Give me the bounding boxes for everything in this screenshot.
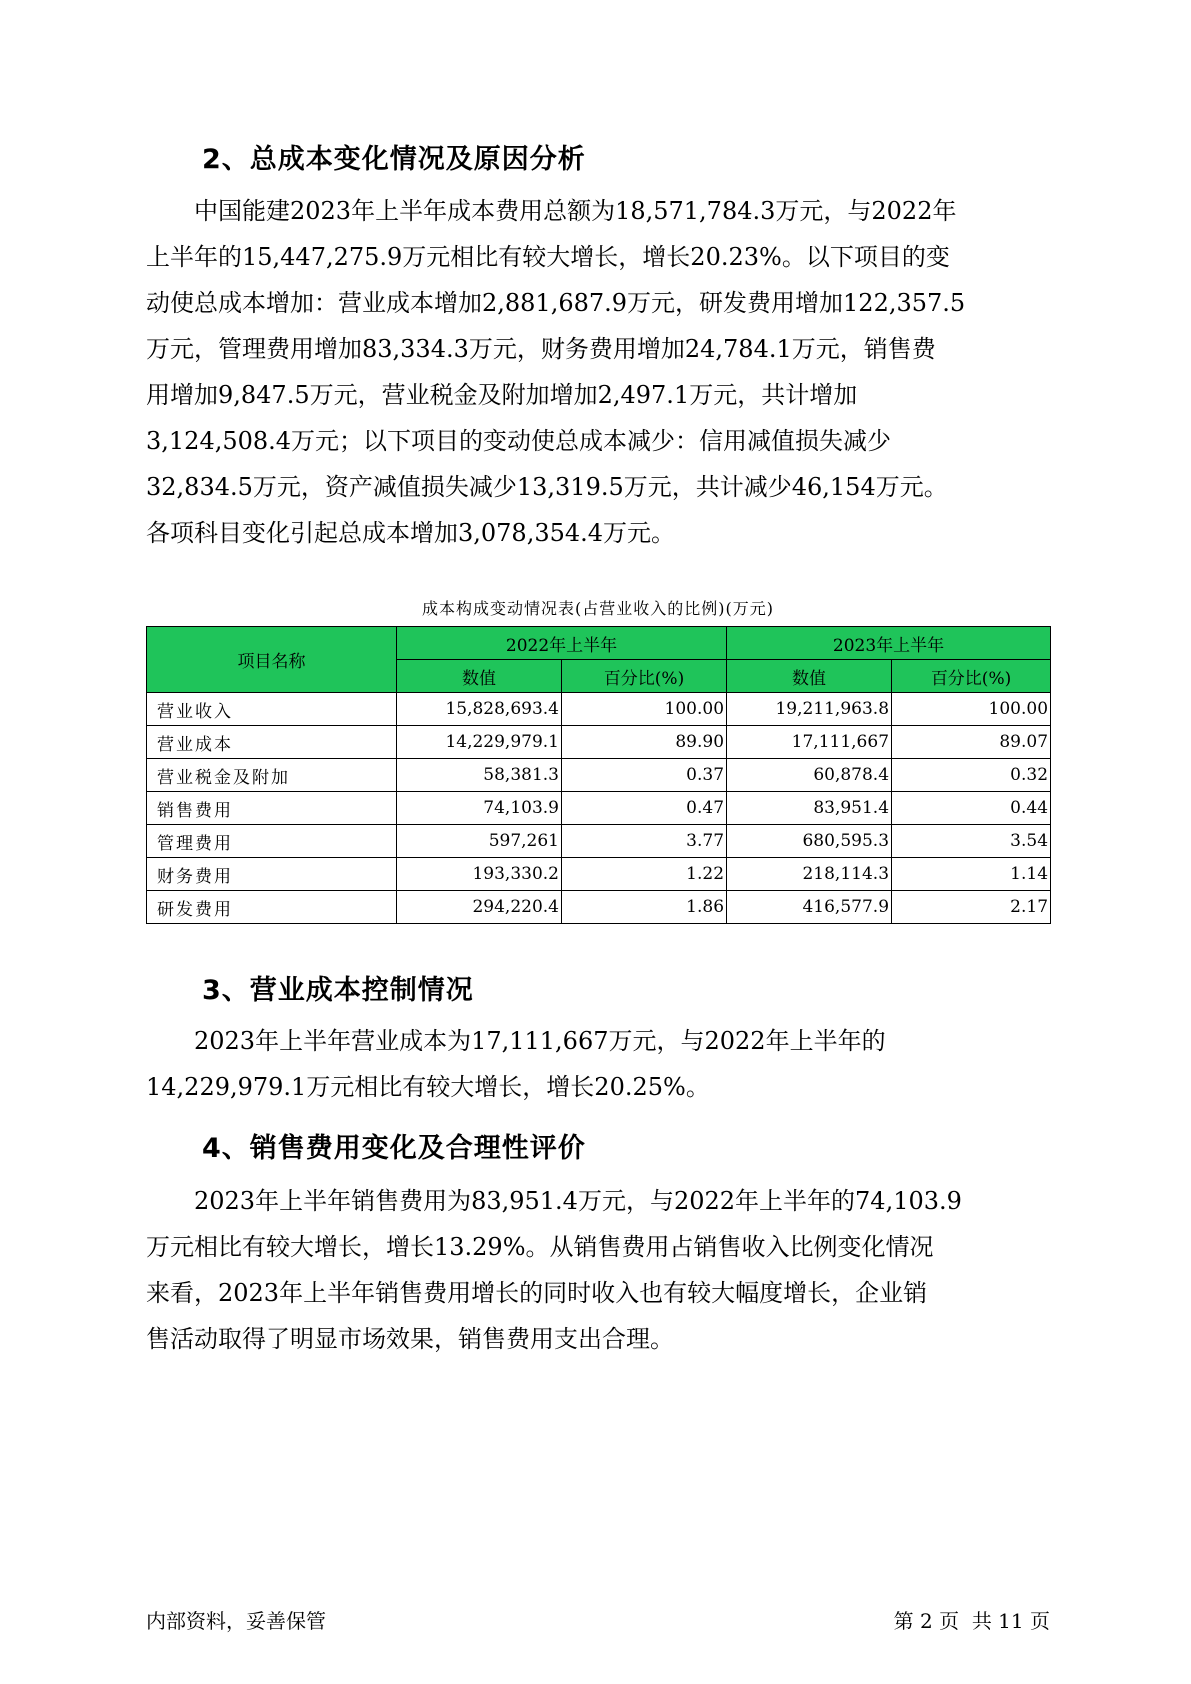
paragraph-line: 万元相比有较大增长，增长13.29%。从销售费用占销售收入比例变化情况 bbox=[146, 1233, 934, 1261]
row-name: 销售费用 bbox=[147, 792, 397, 825]
row-name: 营业成本 bbox=[147, 726, 397, 759]
paragraph-line: 32,834.5万元，资产减值损失减少13,319.5万元，共计减少46,154万元。 bbox=[146, 473, 948, 501]
percent-2022: 3.77 bbox=[562, 825, 727, 858]
percent-2022: 100.00 bbox=[562, 693, 727, 726]
row-name: 研发费用 bbox=[147, 891, 397, 924]
row-name: 营业税金及附加 bbox=[147, 759, 397, 792]
paragraph-line: 来看，2023年上半年销售费用增长的同时收入也有较大幅度增长，企业销 bbox=[146, 1279, 928, 1307]
percent-2022: 1.86 bbox=[562, 891, 727, 924]
section-4-paragraph bbox=[146, 1178, 1046, 1362]
paragraph-line: 万元，管理费用增加83,334.3万元，财务费用增加24,784.1万元，销售费 bbox=[146, 335, 936, 363]
value-2023: 416,577.9 bbox=[727, 891, 892, 924]
value-2022: 597,261 bbox=[397, 825, 562, 858]
paragraph-line: 用增加9,847.5万元，营业税金及附加增加2,497.1万元，共计增加 bbox=[146, 381, 858, 409]
table-caption: 成本构成变动情况表(占营业收入的比例)(万元) bbox=[422, 599, 774, 618]
value-2022: 14,229,979.1 bbox=[397, 726, 562, 759]
paragraph-line: 动使总成本增加：营业成本增加2,881,687.9万元，研发费用增加122,357.5 bbox=[146, 289, 966, 317]
header-period-2022: 2022年上半年 bbox=[397, 627, 727, 660]
paragraph-line: 上半年的15,447,275.9万元相比有较大增长，增长20.23%。以下项目的变 bbox=[146, 243, 950, 271]
value-2022: 294,220.4 bbox=[397, 891, 562, 924]
paragraph-line: 2023年上半年销售费用为83,951.4万元，与2022年上半年的74,103.9 bbox=[194, 1187, 962, 1215]
percent-2023: 100.00 bbox=[892, 693, 1051, 726]
value-2023: 60,878.4 bbox=[727, 759, 892, 792]
paragraph-line: 各项科目变化引起总成本增加3,078,354.4万元。 bbox=[146, 519, 676, 547]
footer-confidential-note: 内部资料，妥善保管 bbox=[146, 1609, 326, 1633]
header-value-2023: 数值 bbox=[727, 660, 892, 693]
row-name: 营业收入 bbox=[147, 693, 397, 726]
value-2023: 680,595.3 bbox=[727, 825, 892, 858]
percent-2023: 0.44 bbox=[892, 792, 1051, 825]
percent-2023: 89.07 bbox=[892, 726, 1051, 759]
header-percent-2022: 百分比(%) bbox=[562, 660, 727, 693]
paragraph-line: 中国能建2023年上半年成本费用总额为18,571,784.3万元，与2022年 bbox=[194, 197, 957, 225]
percent-2022: 1.22 bbox=[562, 858, 727, 891]
value-2022: 74,103.9 bbox=[397, 792, 562, 825]
section-2-paragraph bbox=[146, 188, 1046, 556]
cost-structure-table bbox=[146, 626, 1051, 924]
percent-2022: 89.90 bbox=[562, 726, 727, 759]
footer-page-number: 第 2 页 共 11 页 bbox=[893, 1609, 1050, 1633]
section-2-heading: 2、总成本变化情况及原因分析 bbox=[202, 144, 586, 175]
table-row bbox=[147, 858, 1051, 891]
percent-2023: 3.54 bbox=[892, 825, 1051, 858]
paragraph-line: 3,124,508.4万元；以下项目的变动使总成本减少：信用减值损失减少 bbox=[146, 427, 892, 455]
header-period-2023: 2023年上半年 bbox=[727, 627, 1051, 660]
value-2023: 83,951.4 bbox=[727, 792, 892, 825]
percent-2023: 0.32 bbox=[892, 759, 1051, 792]
value-2022: 58,381.3 bbox=[397, 759, 562, 792]
header-value-2022: 数值 bbox=[397, 660, 562, 693]
table-row bbox=[147, 693, 1051, 726]
section-3-paragraph bbox=[146, 1018, 1046, 1110]
section-3-heading: 3、营业成本控制情况 bbox=[202, 975, 474, 1006]
row-name: 财务费用 bbox=[147, 858, 397, 891]
paragraph-line: 14,229,979.1万元相比有较大增长，增长20.25%。 bbox=[146, 1073, 710, 1101]
percent-2023: 2.17 bbox=[892, 891, 1051, 924]
row-name: 管理费用 bbox=[147, 825, 397, 858]
header-item-name: 项目名称 bbox=[147, 627, 397, 693]
table-row bbox=[147, 792, 1051, 825]
paragraph-line: 售活动取得了明显市场效果，销售费用支出合理。 bbox=[146, 1325, 674, 1353]
paragraph-line: 2023年上半年营业成本为17,111,667万元，与2022年上半年的 bbox=[194, 1027, 886, 1055]
header-percent-2023: 百分比(%) bbox=[892, 660, 1051, 693]
percent-2022: 0.47 bbox=[562, 792, 727, 825]
table-row bbox=[147, 726, 1051, 759]
table-row bbox=[147, 891, 1051, 924]
value-2022: 193,330.2 bbox=[397, 858, 562, 891]
section-4-heading: 4、销售费用变化及合理性评价 bbox=[202, 1133, 586, 1164]
value-2023: 218,114.3 bbox=[727, 858, 892, 891]
table-row bbox=[147, 759, 1051, 792]
percent-2023: 1.14 bbox=[892, 858, 1051, 891]
value-2023: 19,211,963.8 bbox=[727, 693, 892, 726]
value-2022: 15,828,693.4 bbox=[397, 693, 562, 726]
value-2023: 17,111,667 bbox=[727, 726, 892, 759]
table-row bbox=[147, 825, 1051, 858]
percent-2022: 0.37 bbox=[562, 759, 727, 792]
